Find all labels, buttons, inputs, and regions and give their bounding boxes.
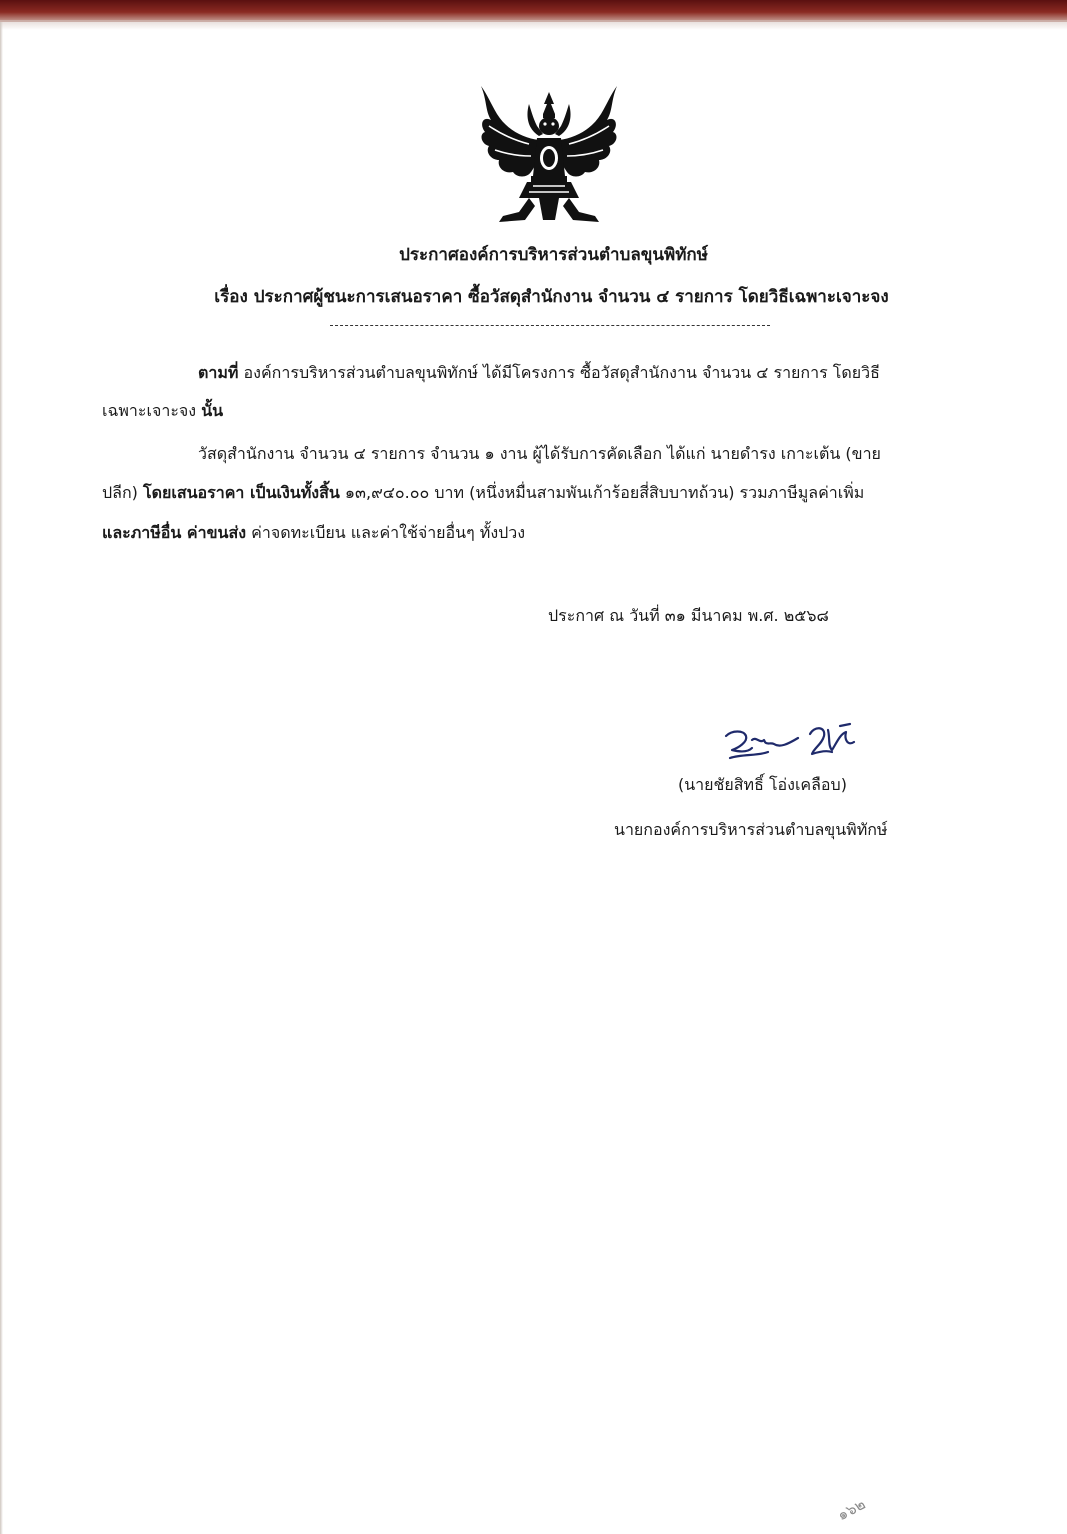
paragraph-2-seg-d: และภาษีอื่น ค่าขนส่ง bbox=[102, 523, 247, 542]
signer-name: (นายชัยสิทธิ์ โอ่งเคลือบ) bbox=[678, 775, 847, 794]
paragraph-1-line-1 bbox=[198, 363, 880, 383]
paragraph-2-seg-e: ค่าจดทะเบียน และค่าใช้จ่ายอื่นๆ ทั้งปวง bbox=[246, 523, 526, 542]
paragraph-2-seg-c: ๑๓,๙๔๐.๐๐ บาท (หนึ่งหมื่นสามพันเก้าร้อยสี่สิบบาทถ้วน) รวมภาษีมูลค่าเพิ่ม bbox=[339, 483, 865, 502]
paragraph-2-line-3 bbox=[102, 523, 525, 543]
garuda-emblem-icon bbox=[473, 80, 625, 228]
paragraph-1-text: องค์การบริหารส่วนตำบลขุนพิทักษ์ ได้มีโครงการ ซื้อวัสดุสำนักงาน จำนวน ๔ รายการ โดยวิธี bbox=[238, 363, 880, 382]
paragraph-1-tail: นั้น bbox=[201, 401, 224, 420]
subject-label: เรื่อง bbox=[214, 287, 248, 307]
dashed-divider bbox=[330, 325, 770, 326]
subject-text: ประกาศผู้ชนะการเสนอราคา ซื้อวัสดุสำนักงาน จำนวน ๔ รายการ โดยวิธีเฉพาะเจาะจง bbox=[253, 287, 889, 307]
paragraph-2-line-1: วัสดุสำนักงาน จำนวน ๔ รายการ จำนวน ๑ งาน ผู้ได้รับการคัดเลือก ได้แก่ นายดำรง เกาะเต้น (ขาย bbox=[198, 444, 881, 463]
document-subject-line bbox=[18, 283, 1067, 310]
announcement-date: ประกาศ ณ วันที่ ๓๑ มีนาคม พ.ศ. ๒๕๖๘ bbox=[548, 606, 829, 625]
paragraph-2-seg-b: โดยเสนอราคา เป็นเงินทั้งสิ้น bbox=[142, 483, 340, 502]
scanner-top-edge bbox=[0, 0, 1067, 22]
paragraph-1-lead: ตามที่ bbox=[198, 363, 239, 382]
paragraph-1-text-cont: เฉพาะเจาะจง bbox=[102, 401, 202, 420]
paragraph-2-line-2 bbox=[102, 483, 864, 503]
document-org-title: ประกาศองค์การบริหารส่วนตำบลขุนพิทักษ์ bbox=[399, 245, 708, 265]
handwritten-page-number bbox=[836, 1494, 880, 1524]
paragraph-1-line-2 bbox=[102, 401, 223, 421]
handwritten-signature-icon bbox=[722, 722, 864, 766]
paragraph-2-seg-a: ปลีก) bbox=[102, 483, 143, 502]
page-number-text: ๑๖๒ bbox=[834, 1494, 869, 1525]
scanner-left-edge bbox=[0, 22, 3, 1534]
signer-position: นายกองค์การบริหารส่วนตำบลขุนพิทักษ์ bbox=[614, 820, 888, 839]
